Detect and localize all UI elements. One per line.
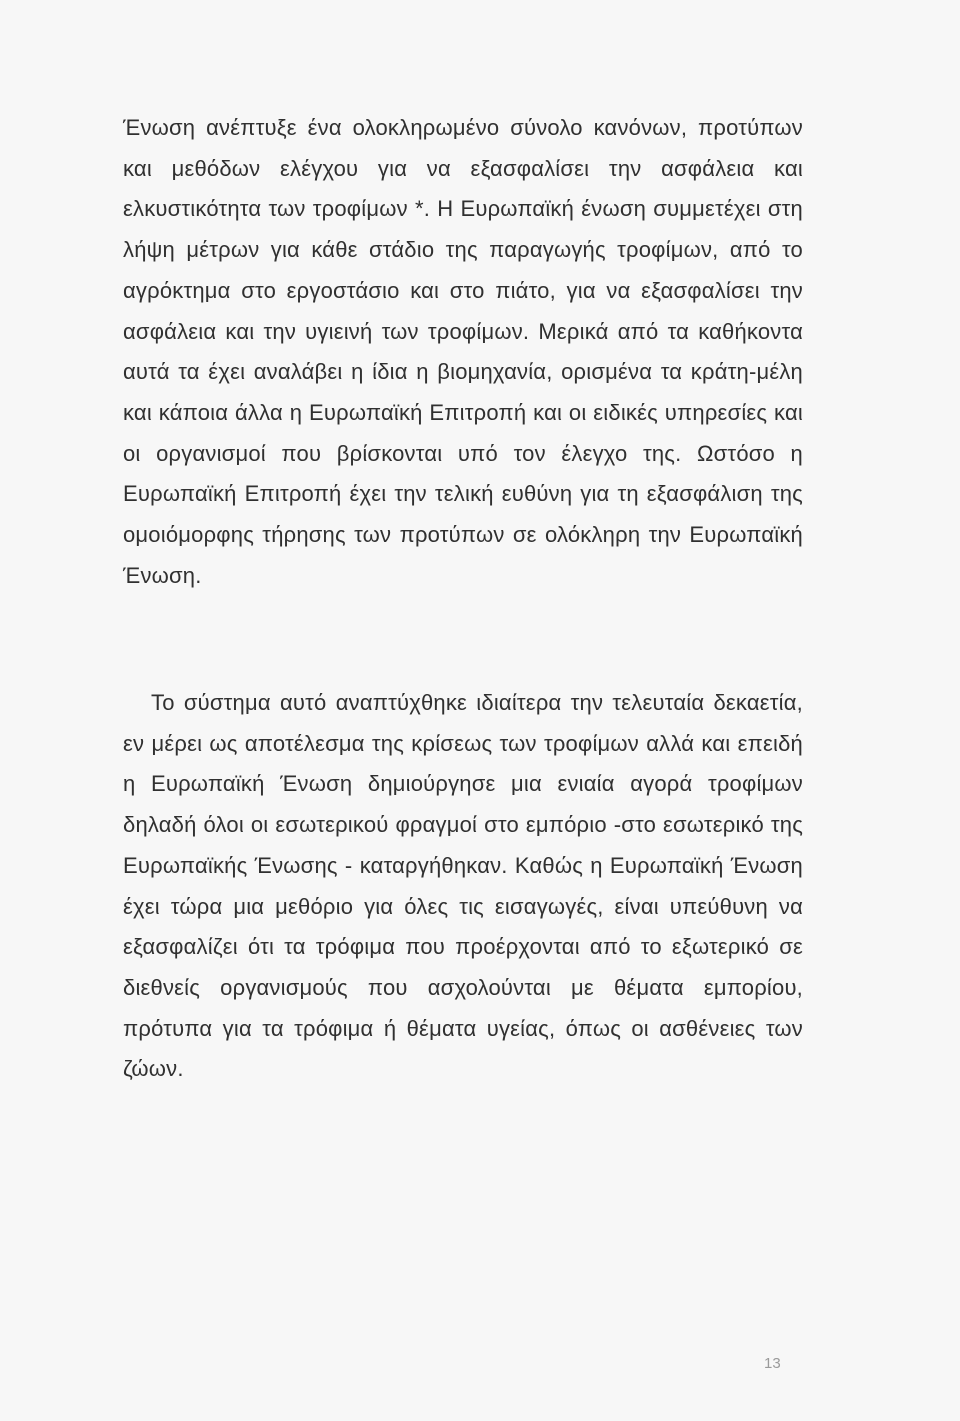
paragraph-1: Ένωση ανέπτυξε ένα ολοκληρωμένο σύνολο κανόνων, προτύπων και μεθόδων ελέγχου για να εξασφαλίσει την ασφάλεια και ελκυστικότητα των τροφίμων *. Η Ευρωπαϊκή ένωση συμμετέχει στη λήψη μέτρων για κάθε στάδιο της παραγωγής τροφίμων, από το αγρόκτημα στο εργοστάσιο και στο πιάτο, για να εξασφαλίσει την ασφάλεια και την υγιεινή των τροφίμων. Μερικά από τα καθήκοντα αυτά τα έχει αναλάβει η ίδια η βιομηχανία, ορισμένα τα κράτη-μέλη και κάποια άλλα η Ευρωπαϊκή Επιτροπή και οι ειδικές υπηρεσίες και οι οργανισμοί που βρίσκονται υπό τον έλεγχο της. Ωστόσο η Ευρωπαϊκή Επιτροπή έχει την τελική ευθύνη για τη εξασφάλιση της ομοιόμορφης τήρησης των προτύπων σε ολόκληρη την Ευρωπαϊκή Ένωση. [123, 115, 803, 588]
paragraph-2: Το σύστημα αυτό αναπτύχθηκε ιδιαίτερα την τελευταία δεκαετία, εν μέρει ως αποτέλεσμα της κρίσεως των τροφίμων αλλά και επειδή η Ευρωπαϊκή Ένωση δημιούργησε μια ενιαία αγορά τροφίμων δηλαδή όλοι οι εσωτερικού φραγμοί στο εμπόριο -στο εσωτερικό της Ευρωπαϊκής Ένωσης - καταργήθηκαν. Καθώς η Ευρωπαϊκή Ένωση έχει τώρα μια μεθόριο για όλες τις εισαγωγές, είναι υπεύθυνη να εξασφαλίζει ότι τα τρόφιμα που προέρχονται από το εξωτερικό σε διεθνείς οργανισμούς που ασχολούνται με θέματα εμπορίου, πρότυπα για τα τρόφιμα ή θέματα υγείας, όπως οι ασθένειες των ζώων. [123, 690, 803, 1082]
page-number: 13 [764, 1355, 781, 1372]
